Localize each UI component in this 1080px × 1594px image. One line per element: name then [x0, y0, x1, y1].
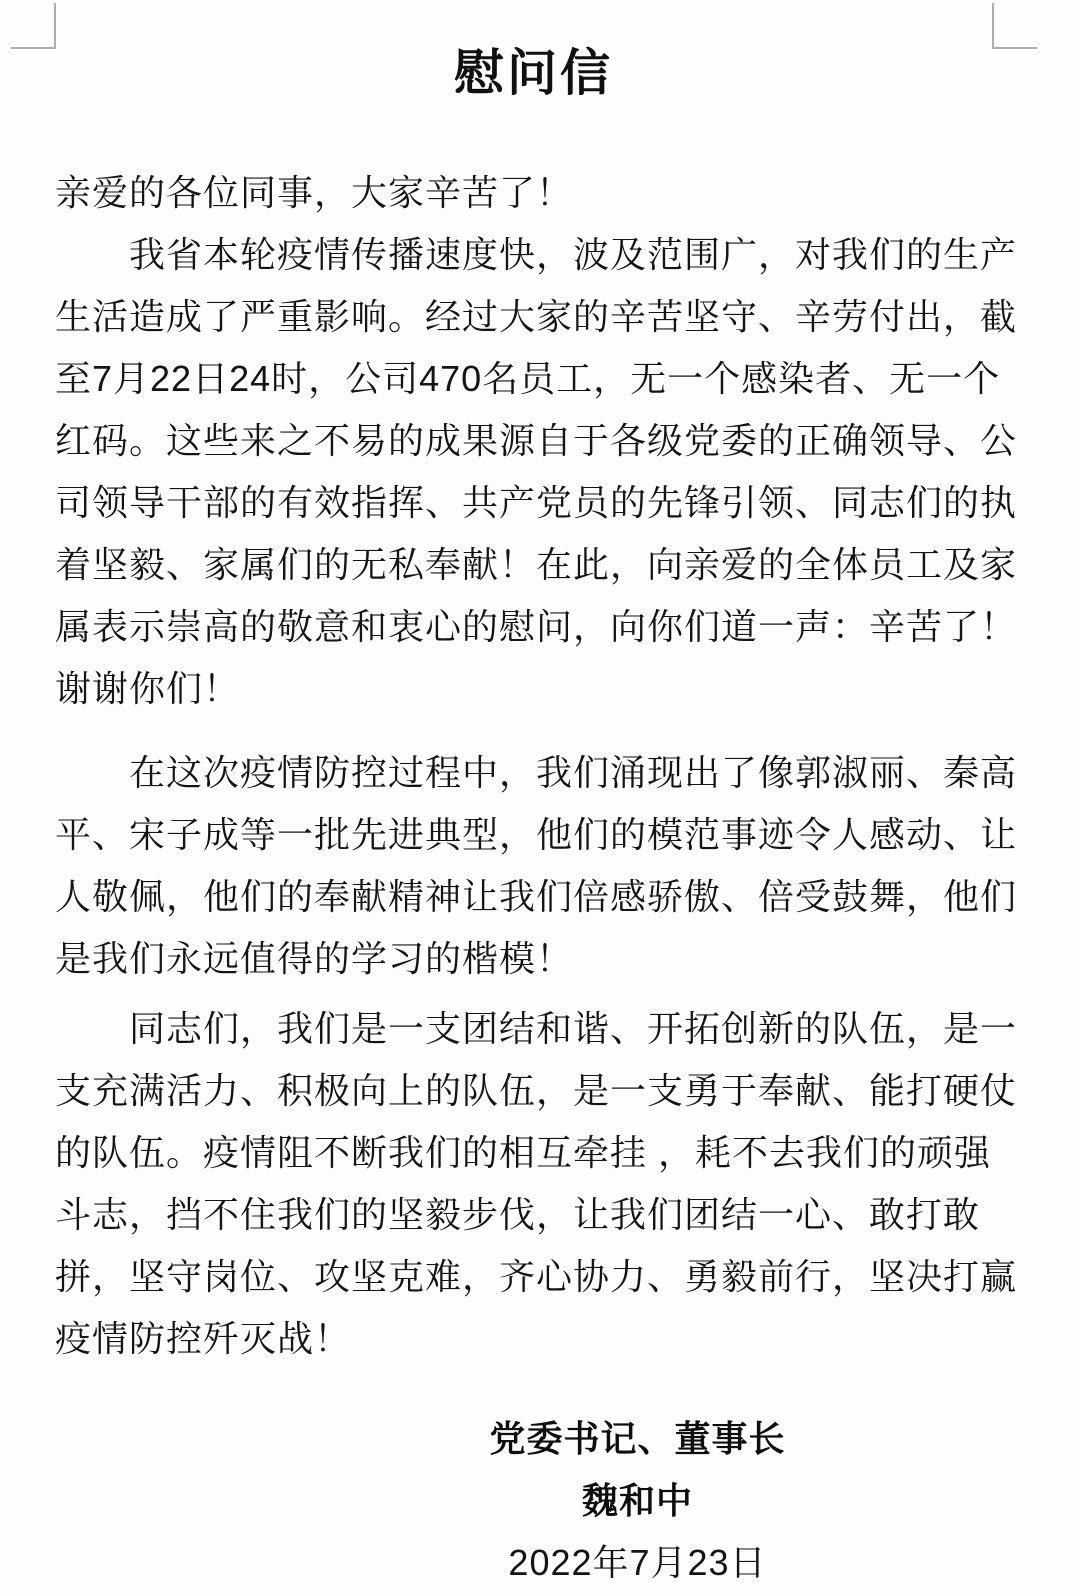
signature-block [159, 1408, 1080, 1594]
letter-line: 至7月22日24时，公司470名员工，无一个感染者、无一个 [55, 358, 1001, 399]
letter-line: 生活造成了严重影响。经过大家的辛苦坚守、辛劳付出，截 [55, 296, 1018, 337]
letter-line: 着坚毅、家属们的无私奉献！在此，向亲爱的全体员工及家 [55, 544, 1018, 585]
paragraph-2 [55, 742, 1018, 990]
signature-position-title: 党委书记、董事长 [489, 1418, 786, 1459]
letter-line: 的队伍。疫情阻不断我们的相互牵挂 ，耗不去我们的顽强 [55, 1132, 992, 1173]
salutation-paragraph [55, 162, 1012, 224]
letter-title: 慰问信 [454, 45, 613, 101]
letter-line: 属表示崇高的敬意和衷心的慰问，向你们道一声：辛苦了！ [55, 606, 1018, 647]
letter-line: 司领导干部的有效指挥、共产党员的先锋引领、同志们的执 [55, 482, 1018, 523]
letter-line: 在这次疫情防控过程中，我们涌现出了像郭淑丽、秦高 [129, 752, 1018, 793]
letter-line: 亲爱的各位同事，大家辛苦了！ [55, 172, 574, 213]
signature-name: 魏和中 [581, 1480, 693, 1521]
letter-line: 我省本轮疫情传播速度快，波及范围广，对我们的生产 [129, 234, 1018, 275]
letter-line: 人敬佩，他们的奉献精神让我们倍感骄傲、倍受鼓舞，他们 [55, 876, 1018, 917]
page-margin-corner-mark-top-left-icon [11, 3, 56, 49]
letter-line: 平、宋子成等一批先进典型，他们的模范事迹令人感动、让 [55, 814, 1018, 855]
letter-line: 红码。这些来之不易的成果源自于各级党委的正确领导、公 [55, 420, 1018, 461]
letter-line: 同志们，我们是一支团结和谐、开拓创新的队伍，是一 [129, 1008, 1018, 1049]
signature-date: 2022年7月23日 [508, 1542, 767, 1583]
paragraph-3 [55, 998, 1018, 1370]
letter-line: 谢谢你们！ [55, 668, 241, 709]
letter-line: 斗志，挡不住我们的坚毅步伐，让我们团结一心、敢打敢 [55, 1194, 981, 1235]
letter-line: 是我们永远值得的学习的楷模！ [55, 938, 574, 979]
paragraph-1 [55, 224, 1018, 720]
letter-line: 支充满活力、积极向上的队伍，是一支勇于奉献、能打硬仗 [55, 1070, 1018, 1111]
letter-content [55, 0, 1018, 1594]
letter-line: 拼，坚守岗位、攻坚克难，齐心协力、勇毅前行，坚决打赢 [55, 1256, 1018, 1297]
letter-line: 疫情防控歼灭战！ [55, 1318, 352, 1359]
